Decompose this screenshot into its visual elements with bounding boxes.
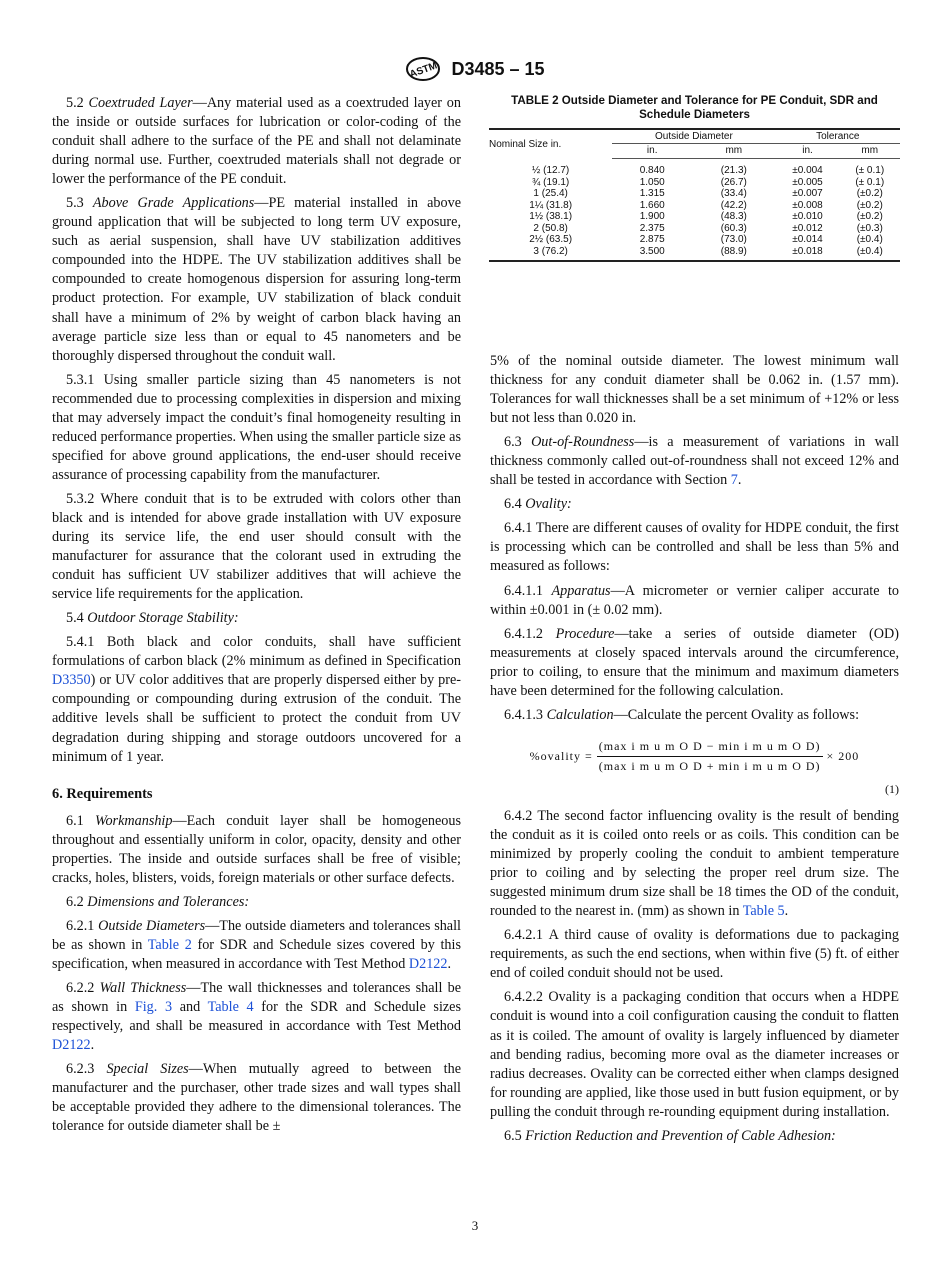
paragraph-text: 5% of the nominal outside diameter. The lowest minimum wall thickness for any conduit diameter shall be 0.062 in. (1.57 mm). Tolerances for wall thicknesses shall be a set minimum of +12% or less but not less than 0.020 in. — [490, 353, 899, 427]
table-cell: 2.375 — [639, 222, 665, 234]
paragraph-title: Calculation — [546, 706, 614, 723]
paragraph-text: 6.4.2 The second factor influencing ovality is the result of bending the conduit as it is coiled onto reels or as coils. This condition can be minimized by properly cooling the conduit to ambient temperature prior to coiling and by selecting the proper reel drum size. The suggested minimum drum size shall be 18 times the OD of the conduit, rounded to the nearest in. (mm) as shown in — [490, 807, 899, 920]
page-header — [0, 56, 950, 82]
table-cell: ±0.008 — [792, 199, 823, 211]
table-cell: ½ (12.7) — [532, 164, 570, 176]
equation-number: (1) — [885, 781, 899, 796]
paragraph-text: 6.4.1.2 — [504, 625, 556, 642]
table-cell: (88.9) — [692, 246, 775, 262]
paragraph-text: —Calculate the percent Ovality as follows: — [613, 706, 860, 723]
paragraph — [490, 706, 899, 725]
paragraph-text: —A micrometer or vernier caliper accurate to within ±0.001 in (± 0.02 mm). — [490, 582, 899, 618]
left-column — [52, 94, 461, 1141]
paragraph-title: Above Grade Applications — [92, 195, 255, 212]
paragraph-text: 5.3 — [66, 195, 93, 212]
paragraph-text: 5.2 — [66, 95, 89, 111]
cross-reference-link[interactable]: 7 — [730, 472, 738, 489]
paragraph — [52, 94, 461, 189]
table-row — [489, 246, 900, 262]
table-cell: ±0.004 — [792, 165, 823, 176]
table-cell: ±0.010 — [792, 211, 823, 222]
table-cell: (±0.4) — [856, 234, 883, 245]
cross-reference-link[interactable]: D2122 — [52, 1037, 91, 1054]
table-cell: (±0.3) — [856, 222, 883, 234]
paragraph-text: 6. Requirements — [52, 785, 153, 802]
col-nominal: Nominal Size in. — [489, 138, 562, 150]
table-cell: 1 (25.4) — [533, 188, 568, 199]
paragraph — [490, 582, 899, 620]
paragraph — [52, 1060, 461, 1136]
paragraph — [490, 495, 899, 514]
table-cell: (26.7) — [720, 176, 747, 188]
paragraph-text: 5.3.2 Where conduit that is to be extruded with colors other than black and is intended for above grade installation with UV exposure during its service life, the end user should consult with the manufacturer for assurance that the colorant used in extruding the conduit has sufficient UV stabilizer additives that will achieve the service life requirements for the application. — [52, 490, 461, 603]
table-cell: (±0.2) — [856, 188, 883, 199]
paragraph-text: —The wall thicknesses and tolerances shall be as shown in — [52, 980, 462, 1016]
paragraph-text: and — [172, 999, 208, 1016]
cross-reference-link[interactable]: D2122 — [408, 955, 448, 972]
paragraph-text: ) or UV color additives that are properly dispersed either by pre-compounding or compounding during extrusion of the conduit. The additive levels shall be sufficient to protect the conduit from UV degradation during shipping and storage outdoors uncovered for a minimum of 1 year. — [52, 672, 461, 765]
paragraph-text: —The outside diameters and tolerances shall be as shown in — [52, 917, 461, 953]
table-row — [489, 159, 900, 177]
paragraph-text: 6.4.1.3 — [504, 706, 547, 723]
paragraph-title: Ovality: — [525, 496, 572, 513]
paragraph-text: 6.4.2.2 Ovality is a packaging condition that occurs when a HDPE conduit is wound into a coil configuration causing the conduit to flatten as it is coiled. The amount of ovality is largely influenced by diameter and bending radius, becoming more oval as the diameter increases or radius decreases. Ovality can be corrected either when clamps designed for rounding are applied, like those used in butt fusion equipment, or by pulling the conduit through re-rounding equipment during installation. — [490, 989, 899, 1120]
table-cell: 1½ (38.1) — [529, 211, 573, 222]
paragraph-text: . — [737, 472, 742, 489]
table-2 — [489, 94, 900, 262]
astm-logo — [405, 56, 441, 82]
table-cell: ¾ (19.1) — [532, 176, 570, 188]
cross-reference-link[interactable]: Table 5 — [742, 903, 785, 920]
table-cell: ±0.005 — [792, 176, 823, 188]
paragraph — [490, 926, 899, 983]
dimensions-table — [489, 128, 900, 262]
paragraph-title: Out-of-Roundness — [531, 434, 635, 451]
table-cell: (±0.4) — [840, 246, 901, 262]
table-row — [489, 211, 900, 223]
table-cell: 1.315 — [639, 188, 665, 199]
svg-text:ASTM: ASTM — [408, 60, 440, 81]
paragraph-text: 5.4 — [66, 610, 88, 627]
table-cell: (60.3) — [720, 222, 747, 234]
paragraph-title: Dimensions and Tolerances: — [87, 893, 250, 910]
page-number: 3 — [471, 1218, 479, 1233]
col-od-mm: mm — [692, 144, 775, 159]
table-cell: (33.4) — [720, 188, 747, 199]
paragraph-text: 6.4.1.1 — [504, 582, 552, 599]
col-group-tol: Tolerance — [816, 131, 860, 142]
table-cell: (±0.2) — [856, 211, 883, 222]
paragraph — [52, 917, 461, 974]
table-cell: 0.840 — [639, 165, 665, 176]
paragraph-title: Procedure — [555, 625, 615, 642]
paragraph-title: Friction Reduction and Prevention of Cable Adhesion: — [525, 1127, 836, 1144]
table-cell: 2½ (63.5) — [529, 234, 573, 245]
paragraph — [52, 893, 461, 912]
paragraph — [52, 812, 461, 888]
document-id: D3485 – 15 — [451, 58, 545, 79]
table-cell: ±0.012 — [792, 222, 823, 234]
paragraph — [52, 371, 461, 485]
paragraph-text: —PE material installed in above ground application that will be subjected to long term UV exposure, such as aerial suspension, shall have UV stabilization additives compounded into the HDPE. The UV stabilization additives shall be compounded to create homogenous dispersion for assuring long-term product protection. For example, UV stabilization of black conduit shall have a minimum of 2% by weight of carbon black having an average particle size less than or equal to 45 nanometers and be thoroughly dispersed throughout the conduit wall. — [52, 195, 462, 364]
paragraph-text: 6.4 — [504, 496, 526, 513]
paragraph-text: . — [447, 955, 452, 972]
paragraph-title: Outside Diameters — [98, 917, 206, 934]
table-cell: 1.050 — [639, 176, 665, 188]
paragraph — [490, 988, 899, 1121]
cross-reference-link[interactable]: Table 2 — [147, 936, 192, 953]
paragraph-text: 6.1 — [66, 812, 95, 829]
paragraph-title: Special Sizes — [106, 1061, 189, 1078]
paragraph-text: 6.4.1 There are different causes of ovality for HDPE conduit, the first is processing which can be controlled and shall be less than 5% and measured as follows: — [490, 520, 899, 575]
paragraph — [52, 633, 461, 766]
table-cell: (± 0.1) — [855, 176, 885, 188]
paragraph — [490, 625, 899, 701]
table-cell: 1¼ (31.8) — [529, 199, 573, 211]
cross-reference-link[interactable]: Fig. 3 — [134, 999, 173, 1016]
col-tol-mm: mm — [840, 144, 901, 159]
table-cell: (± 0.1) — [855, 165, 885, 176]
table-cell: (42.2) — [720, 199, 747, 211]
paragraph — [490, 352, 899, 428]
equation-denominator: (max i m u m O D + min i m u m O D) — [598, 758, 821, 773]
table-cell: ±0.014 — [792, 234, 823, 245]
table-row — [489, 223, 900, 235]
table-cell: (73.0) — [720, 234, 747, 245]
section-heading — [52, 785, 461, 804]
paragraph-text: . — [90, 1037, 95, 1054]
paragraph — [490, 519, 899, 576]
paragraph-text: 6.2 — [66, 893, 88, 910]
table-cell: (48.3) — [720, 211, 747, 222]
table-cell: 2.875 — [639, 234, 665, 245]
table-caption: TABLE 2 Outside Diameter and Tolerance for PE Conduit, SDR and Schedule Diameters — [511, 94, 878, 121]
paragraph-text: . — [784, 903, 789, 920]
paragraph-text: —is a measurement of variations in wall thickness commonly called out-of-roundness shall not exceed 12% and shall be tested in accordance with Section — [490, 434, 900, 489]
paragraph-text: 6.2.2 — [66, 980, 100, 997]
paragraph-text: for the SDR and Schedule sizes respectively, and shall be measured in accordance with Test Method — [52, 999, 461, 1035]
paragraph — [52, 609, 461, 628]
table-cell: 2 (50.8) — [533, 222, 568, 234]
equation-factor: × 200 — [826, 748, 860, 763]
table-row — [489, 188, 900, 200]
table-cell: 1.900 — [639, 211, 665, 222]
paragraph — [490, 807, 899, 921]
paragraph-text: 6.4.2.1 A third cause of ovality is deformations due to packaging requirements, as such the end sections, when within five (5) ft. of either end of coiled conduit should not be used. — [490, 927, 899, 982]
paragraph-title: Workmanship — [94, 812, 173, 829]
paragraph-title: Outdoor Storage Stability: — [87, 610, 239, 627]
cross-reference-link[interactable]: D3350 — [52, 672, 91, 689]
table-cell: (21.3) — [720, 165, 747, 176]
table-cell: 1.660 — [639, 199, 665, 211]
table-row — [489, 234, 900, 246]
table-cell: ±0.018 — [776, 246, 840, 262]
paragraph — [490, 1127, 899, 1146]
paragraph-text: 5.3.1 Using smaller particle sizing than 45 nanometers is not recommended due to processing complexities in dispersion and mixing that may adversely impact the conduit’s final homogeneity resulting in reduced performance properties. When using the smaller particle size as specified for above ground applications, the end-user should receive assurance of processing capability from the manufacturer. — [52, 371, 461, 483]
col-od-in: in. — [612, 144, 692, 159]
paragraph-text: 6.2.3 — [66, 1061, 107, 1078]
paragraph-text: 6.3 — [504, 434, 532, 451]
paragraph-title: Apparatus — [551, 582, 611, 599]
paragraph-text: 5.4.1 Both black and color conduits, shall have sufficient formulations of carbon black (2% minimum as defined in Specification — [52, 634, 461, 670]
paragraph-text: —Any material used as a coextruded layer on the inside or outside surfaces for lubrication or color-coding of the conduit shall adhere to the surface of the PE and shall not delaminate during normal use. Further, coextruded materials shall not degrade or lower the performance of the PE conduit. — [52, 95, 461, 188]
col-group-od: Outside Diameter — [654, 131, 733, 142]
paragraph-text: —take a series of outside diameter (OD) measurements at closely spaced intervals around the circumference, prior to coiling, to ensure that the minimum and maximum diameters have been determined for the following calculation. — [490, 625, 899, 699]
table-cell: 3 (76.2) — [489, 246, 612, 262]
table-cell: (±0.2) — [856, 199, 883, 211]
equation-lhs: %ovality = — [529, 748, 593, 763]
paragraph-text: 6.5 — [504, 1127, 526, 1144]
table-row — [489, 200, 900, 212]
paragraph-title: Coextruded Layer — [88, 95, 193, 111]
col-tol-in: in. — [776, 144, 840, 159]
ovality-equation — [490, 737, 899, 776]
paragraph-text: —Each conduit layer shall be homogeneous throughout and essentially uniform in color, opacity, density and other properties. The inside and outside surfaces shall be free of visible; cracks, holes, blisters, voids, foreign materials or other surface defects. — [52, 812, 461, 886]
cross-reference-link[interactable]: Table 4 — [207, 999, 254, 1016]
table-cell: 3.500 — [612, 246, 692, 262]
equation-numerator: (max i m u m O D − min i m u m O D) — [597, 737, 823, 757]
paragraph-text: for SDR and Schedule sizes covered by this specification, when measured in accordance with Test Method — [52, 936, 461, 972]
paragraph — [52, 979, 461, 1055]
paragraph-text: —When mutually agreed to between the manufacturer and the purchaser, other trade sizes and wall types shall be acceptable provided they adhere to the dimensional tolerances. The tolerance for outside diameter shall be ± — [52, 1061, 461, 1135]
paragraph-title: Wall Thickness — [99, 980, 187, 997]
table-row — [489, 177, 900, 189]
paragraph — [52, 490, 461, 604]
paragraph — [52, 194, 461, 365]
table-cell: ±0.007 — [792, 188, 823, 199]
paragraph — [490, 433, 899, 490]
paragraph-text: 6.2.1 — [66, 917, 99, 934]
right-column — [490, 352, 899, 1151]
